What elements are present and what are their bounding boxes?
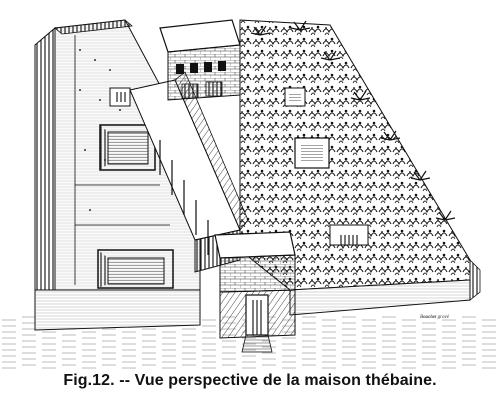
garden-pool-lower [295, 138, 329, 168]
enclosure-wall-left-face [35, 28, 55, 300]
garden-pool-upper [285, 88, 305, 106]
left-court-small-room [110, 88, 130, 106]
garden-kiosk [330, 225, 368, 245]
engraver-signature: Bouchet gravé [420, 315, 450, 320]
figure-caption: Fig.12. -- Vue perspective de la maison thébaine. [63, 372, 437, 389]
left-pool-upper [100, 125, 155, 170]
upper-house [160, 20, 240, 100]
entrance-gate [215, 232, 295, 352]
